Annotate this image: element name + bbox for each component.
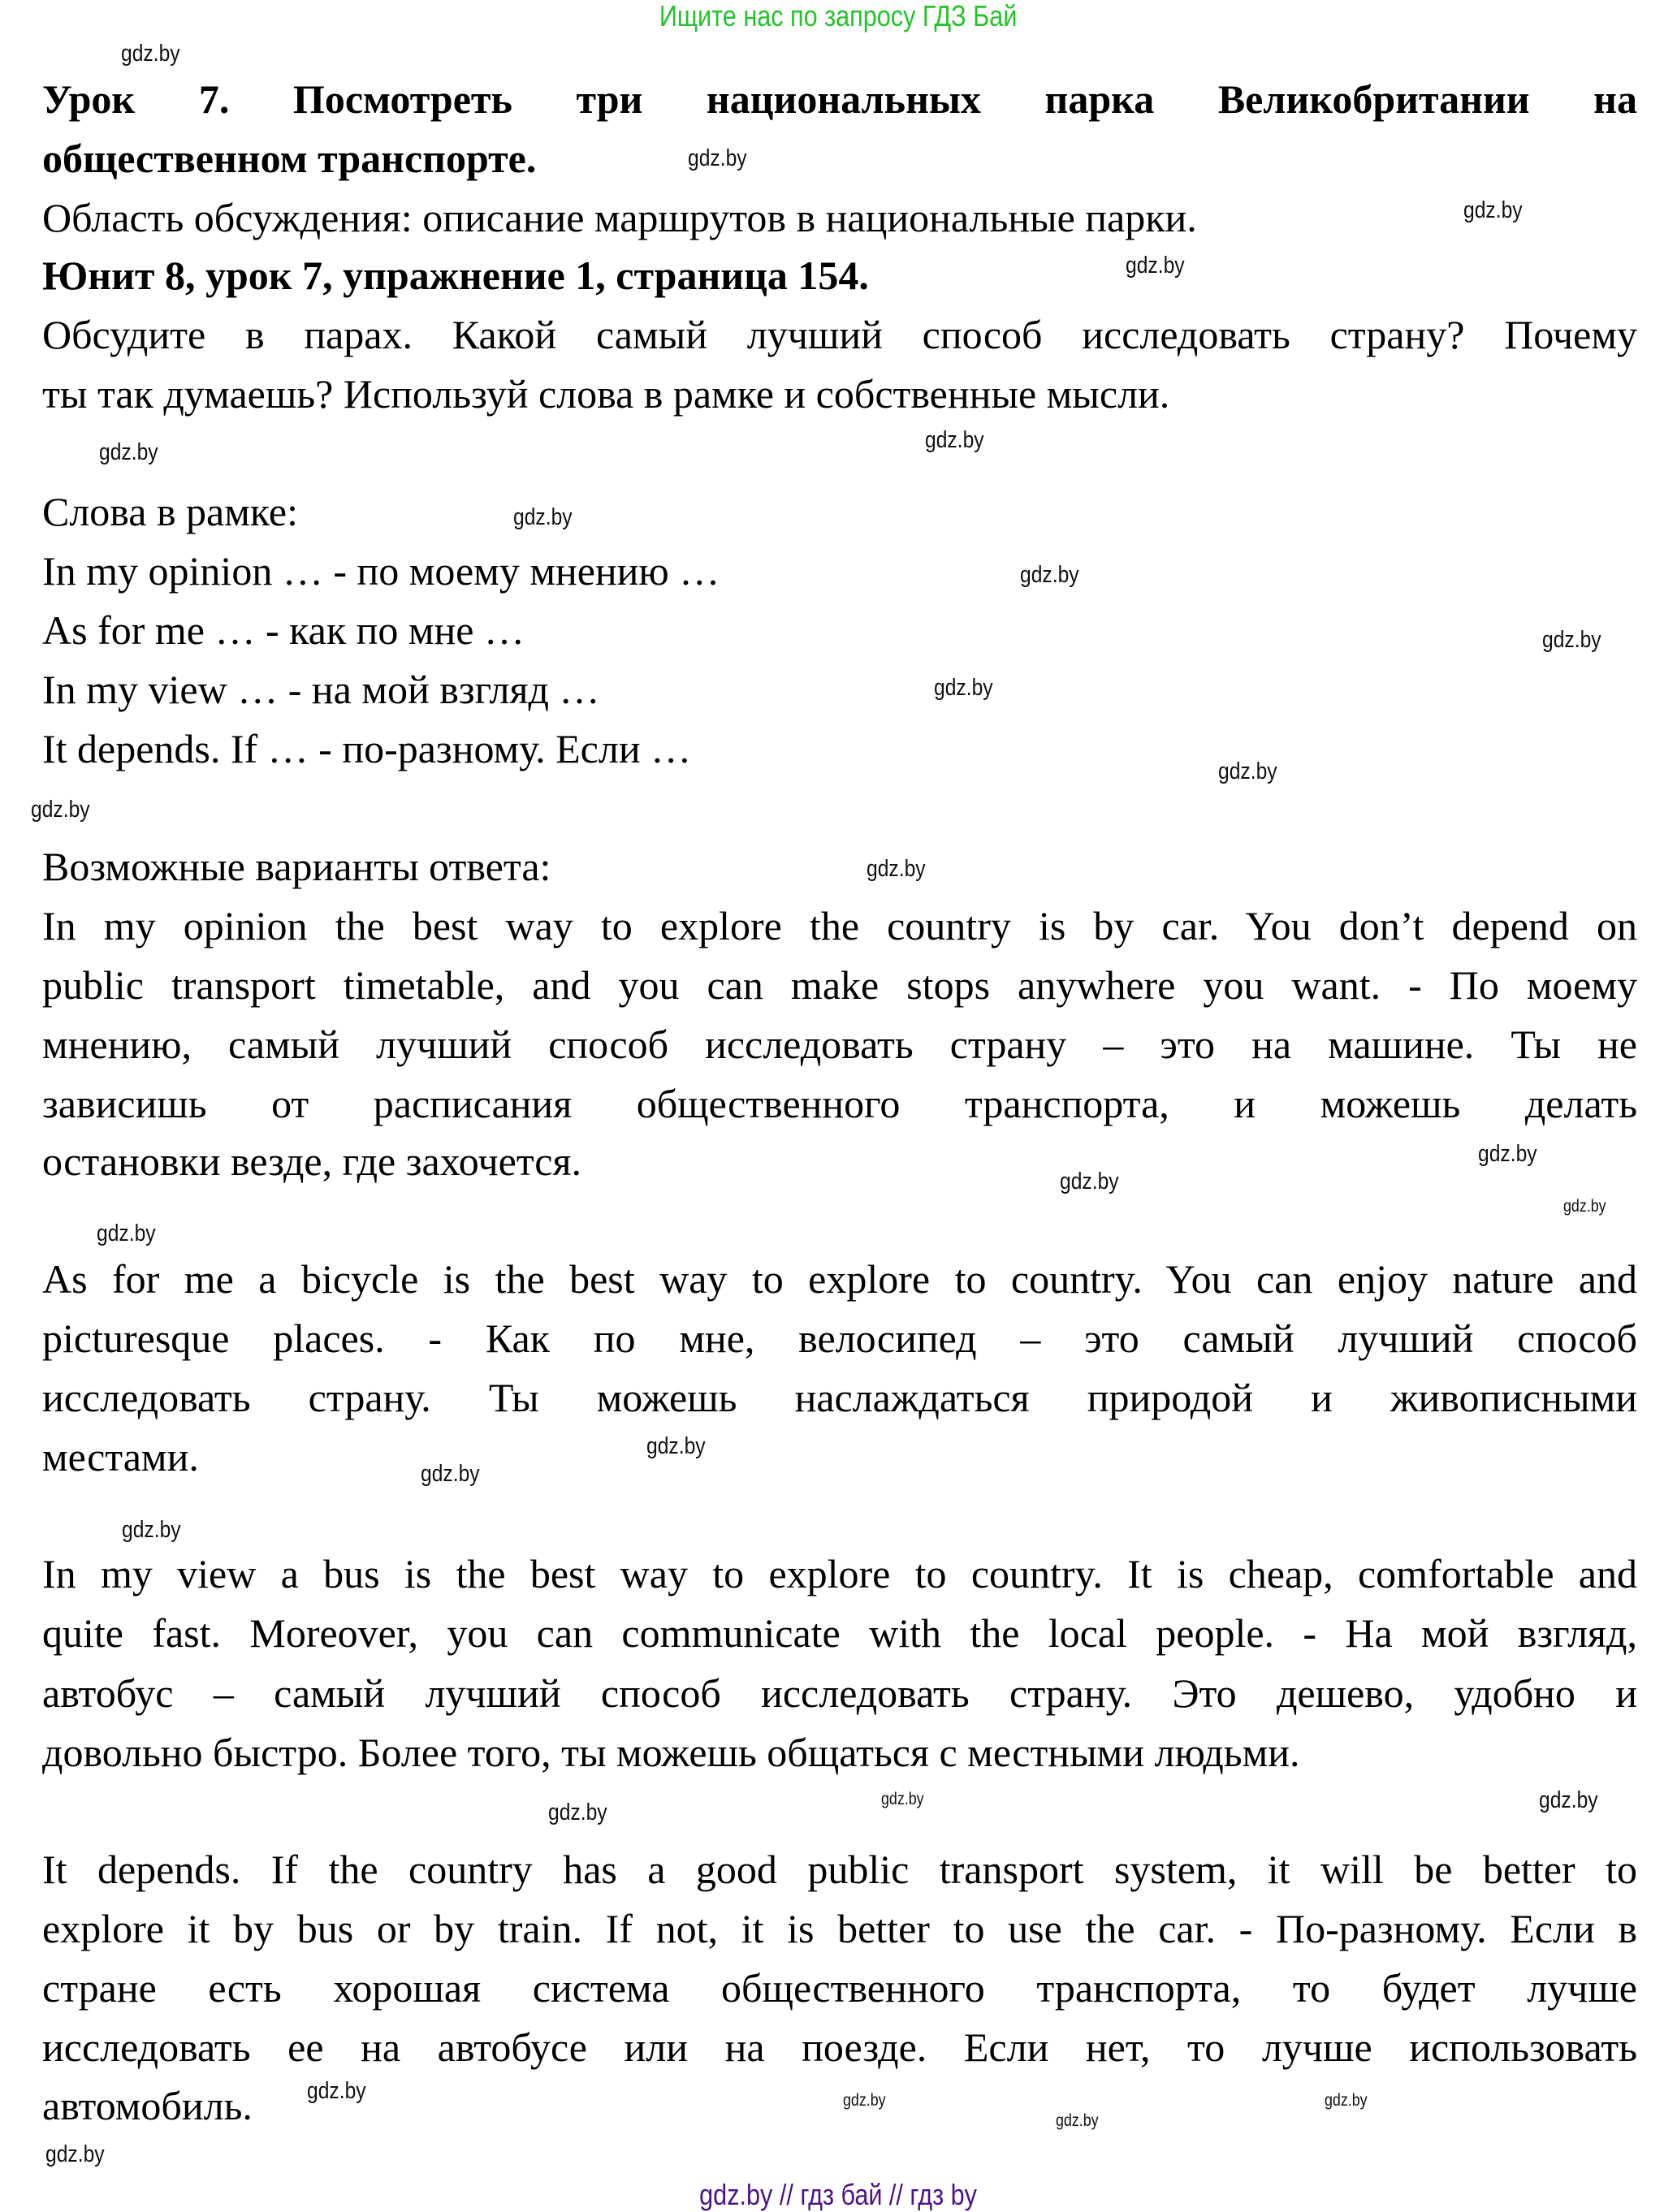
watermark: gdz.by	[843, 2091, 886, 2110]
watermark: gdz.by	[1218, 758, 1277, 784]
answer-1-line: public transport timetable, and you can make stops anywhere you want. - По моему	[42, 962, 1637, 1008]
box-word: It depends. If … - по-разному. Если …	[42, 726, 692, 771]
watermark: gdz.by	[548, 1799, 607, 1825]
discussion-area: Область обсуждения: описание маршрутов в национальные парки.	[42, 195, 1197, 240]
watermark: gdz.by	[307, 2078, 366, 2104]
watermark: gdz.by	[513, 504, 573, 530]
exercise-heading: Юнит 8, урок 7, упражнение 1, страница 154.	[42, 253, 869, 298]
answer-4-line: исследовать ее на автобусе или на поезде. Если нет, то лучше использовать	[42, 2024, 1637, 2070]
watermark: gdz.by	[881, 1790, 924, 1808]
watermark: gdz.by	[1020, 562, 1079, 588]
answer-1-line: In my opinion the best way to explore the country is by car. You don’t depend on	[42, 903, 1637, 948]
watermark: gdz.by	[99, 439, 158, 465]
task-text: ты так думаешь? Используй слова в рамке и собственные мысли.	[42, 371, 1170, 417]
answer-3-line: In my view a bus is the best way to explore to country. It is cheap, comfortable and	[42, 1551, 1637, 1596]
watermark: gdz.by	[1539, 1787, 1598, 1813]
answer-3-line: quite fast. Moreover, you can communicate with the local people. - На мой взгляд,	[42, 1610, 1637, 1656]
answer-2-line: местами.	[42, 1434, 199, 1480]
answer-2-line: исследовать страну. Ты можешь наслаждаться природой и живописными	[42, 1375, 1637, 1420]
answer-2-line: picturesque places. - Как по мне, велосипед – это самый лучший способ	[42, 1316, 1637, 1361]
answer-1-line: остановки везде, где захочется.	[42, 1138, 581, 1184]
watermark: gdz.by	[1542, 627, 1601, 653]
lesson-title-line-1: Урок 7. Посмотреть три национальных парка Великобритании на	[42, 76, 1637, 122]
watermark: gdz.by	[97, 1220, 156, 1246]
watermark: gdz.by	[1056, 2111, 1099, 2130]
watermark: gdz.by	[1325, 2091, 1368, 2110]
box-word: In my view … - на мой взгляд …	[42, 667, 600, 712]
watermark: gdz.by	[925, 427, 984, 453]
answer-4-line: стране есть хорошая система общественного транспорта, то будет лучше	[42, 1965, 1637, 2011]
watermark: gdz.by	[1126, 253, 1185, 279]
watermark: gdz.by	[1478, 1141, 1537, 1167]
watermark: gdz.by	[421, 1461, 480, 1487]
footer-links: gdz.by // гдз бай // гдз by	[699, 2178, 978, 2211]
box-words-heading: Слова в рамке:	[42, 489, 299, 534]
watermark: gdz.by	[45, 2141, 105, 2167]
watermark: gdz.by	[688, 145, 747, 171]
task-text: Обсудите в парах. Какой самый лучший способ исследовать страну? Почему	[42, 312, 1637, 357]
answer-3-line: довольно быстро. Более того, ты можешь общаться с местными людьми.	[42, 1730, 1300, 1775]
answer-3-line: автобус – самый лучший способ исследовать страну. Это дешево, удобно и	[42, 1670, 1637, 1716]
watermark: gdz.by	[1563, 1197, 1606, 1216]
top-banner: Ищите нас по запросу ГДЗ Бай	[659, 0, 1018, 32]
watermark: gdz.by	[1060, 1169, 1119, 1195]
answer-2-line: As for me a bicycle is the best way to explore to country. You can enjoy nature and	[42, 1256, 1637, 1302]
lesson-title-line-2: общественном транспорте.	[42, 136, 537, 181]
answer-1-line: мнению, самый лучший способ исследовать страну – это на машине. Ты не	[42, 1022, 1637, 1067]
watermark: gdz.by	[31, 797, 90, 823]
box-word: As for me … - как по мне …	[42, 607, 525, 653]
answer-1-line: зависишь от расписания общественного транспорта, и можешь делать	[42, 1081, 1637, 1126]
answer-4-line: It depends. If the country has a good public transport system, it will be better to	[42, 1847, 1637, 1892]
watermark: gdz.by	[121, 41, 180, 67]
watermark: gdz.by	[867, 856, 926, 882]
watermark: gdz.by	[646, 1433, 706, 1459]
box-word: In my opinion … - по моему мнению …	[42, 548, 720, 594]
answer-4-line: explore it by bus or by train. If not, it is better to use the car. - По-разному. Если в	[42, 1906, 1637, 1951]
watermark: gdz.by	[122, 1517, 181, 1543]
watermark: gdz.by	[934, 675, 993, 701]
watermark: gdz.by	[1463, 197, 1523, 223]
answer-4-line: автомобиль.	[42, 2083, 253, 2128]
answers-heading: Возможные варианты ответа:	[42, 844, 551, 889]
